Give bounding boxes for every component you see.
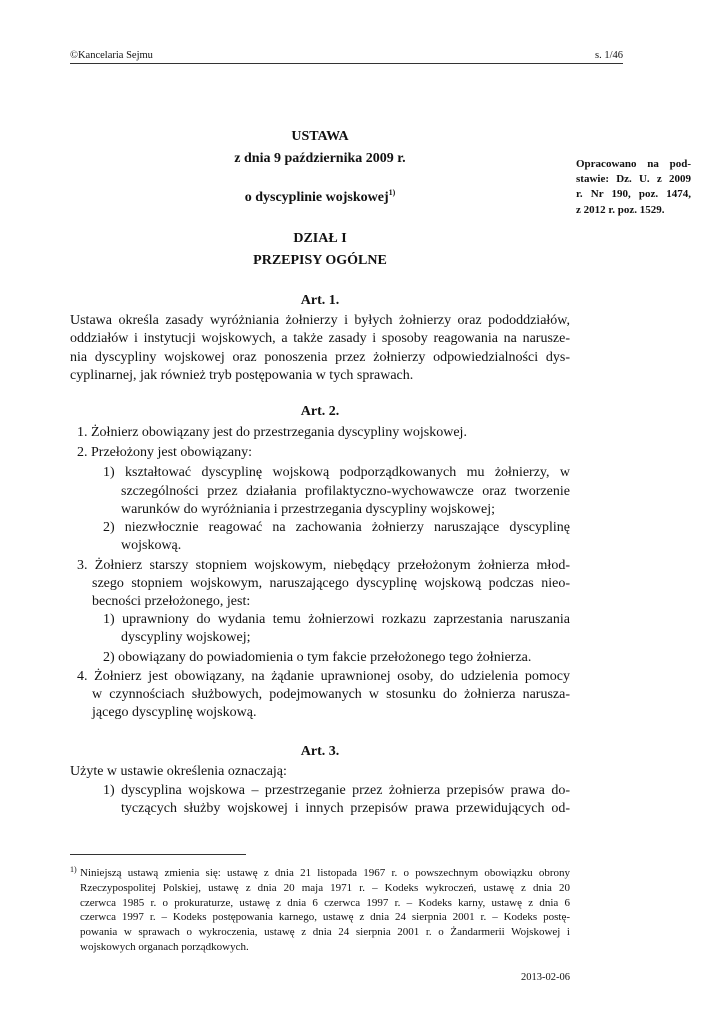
source-note-line: Opracowano na pod- bbox=[576, 158, 691, 170]
art1-body bbox=[70, 312, 570, 385]
art2-para1: 1. Żołnierz obowiązany jest do przestrzegania dyscypliny wojskowej. bbox=[77, 425, 467, 440]
act-title-footnote-ref: 1) bbox=[388, 188, 396, 197]
art1-heading: Art. 1. bbox=[300, 293, 340, 308]
art2-heading: Art. 2. bbox=[300, 404, 340, 419]
text-line: szczególności przez działania profilaktyczno-wychowawcze oraz tworzenie bbox=[121, 484, 570, 499]
text-line: 1) dyscyplina wojskowa – przestrzeganie przez żołnierza przepisów prawa do- bbox=[103, 783, 570, 798]
act-title bbox=[70, 190, 570, 206]
text-line: nia dyscypliny wojskowej oraz ponoszenia przez żołnierzy odpowiedzialności dys- bbox=[70, 349, 570, 365]
art2-para2-point2 bbox=[103, 519, 570, 537]
art2-para3-cont bbox=[92, 575, 570, 612]
text-line: 3. Żołnierz starszy stopniem wojskowym, niebędący przełożonym żołnierza młod- bbox=[77, 558, 570, 573]
footnote-text bbox=[80, 866, 570, 955]
footnote-marker bbox=[70, 865, 77, 880]
art2-para4-cont bbox=[92, 686, 570, 723]
art2-para3-point1 bbox=[103, 611, 570, 629]
art2-para4 bbox=[77, 668, 570, 686]
text-line: oddziałów i instytucji wojskowych, a także zasady i sposoby reagowania na narusze- bbox=[70, 331, 570, 347]
art2-para3 bbox=[77, 557, 570, 575]
act-type: USTAWA bbox=[291, 129, 349, 144]
division-number: DZIAŁ I bbox=[293, 231, 347, 246]
art2-para3-point2: 2) obowiązany do powiadomienia o tym fakcie przełożonego tego żołnierza. bbox=[103, 650, 532, 665]
footnote-number: 1) bbox=[70, 865, 77, 874]
footnote-line: Niniejszą ustawą zmienia się: ustawę z dnia 21 listopada 1967 r. o powszechnym obowiązku obrony bbox=[80, 867, 570, 879]
art3-point1-cont bbox=[121, 800, 570, 818]
footnote-divider bbox=[70, 854, 246, 855]
art3-intro: Użyte w ustawie określenia oznaczają: bbox=[70, 764, 287, 779]
source-note-line: r. Nr 190, poz. 1474, bbox=[576, 188, 691, 201]
act-title-text: o dyscyplinie wojskowej bbox=[244, 190, 389, 205]
footnote-line: Rzeczypospolitej Polskiej, ustawę z dnia 20 maja 1971 r. – Kodeks wykroczeń, ustawę z dnia 20 bbox=[80, 881, 570, 894]
text-line: cyplinarnej, jak również tryb postępowania w tych sprawach. bbox=[70, 367, 414, 383]
header-divider bbox=[70, 63, 623, 64]
header-source: ©Kancelaria Sejmu bbox=[70, 50, 153, 61]
act-date: z dnia 9 października 2009 r. bbox=[234, 151, 406, 166]
text-line: 1) kształtować dyscyplinę wojskową podporządkowanych mu żołnierzy, w bbox=[103, 465, 570, 480]
division-title: PRZEPISY OGÓLNE bbox=[253, 253, 387, 268]
art2-para2: 2. Przełożony jest obowiązany: bbox=[77, 445, 252, 460]
text-line: jącego dyscyplinę wojskową. bbox=[92, 705, 257, 721]
source-note bbox=[576, 157, 691, 218]
source-note-line: stawie: Dz. U. z 2009 bbox=[576, 173, 691, 186]
footnote-line: czerwca 1997 r. – Kodeks postępowania karnego, ustawę z dnia 24 sierpnia 2001 r. – Kodeks postę- bbox=[80, 911, 570, 924]
footnote-line: czerwca 1985 r. o prokuraturze, ustawę z dnia 6 czerwca 1997 r. – Kodeks karny, ustawę z dnia 6 bbox=[80, 896, 570, 909]
art2-para2-point2-cont: wojskową. bbox=[121, 538, 182, 553]
text-line: Ustawa określa zasady wyróżniania żołnierzy i byłych żołnierzy oraz pododdziałów, bbox=[70, 313, 570, 328]
text-line: becności przełożonego, jest: bbox=[92, 594, 251, 610]
text-line: szego stopniem wojskowym, naruszającego dyscyplinę wojskową podczas nieo- bbox=[92, 576, 570, 591]
text-line: 2) niezwłocznie reagować na zachowania żołnierzy naruszające dyscyplinę bbox=[103, 520, 570, 535]
document-date: 2013-02-06 bbox=[521, 972, 570, 983]
footnote-line: wojskowych organach porządkowych. bbox=[80, 940, 249, 953]
art2-para2-point1-cont bbox=[121, 483, 570, 520]
art3-point1 bbox=[103, 782, 570, 800]
text-line: warunków do wyróżniania i przestrzegania dyscypliny wojskowej; bbox=[121, 502, 496, 518]
source-note-line: z 2012 r. poz. 1529. bbox=[576, 203, 665, 216]
text-line: tyczących służby wojskowej i innych przepisów prawa przewidujących od- bbox=[121, 801, 570, 816]
text-line: 4. Żołnierz jest obowiązany, na żądanie uprawnionej osoby, do udzielenia pomocy bbox=[77, 669, 570, 684]
art3-heading: Art. 3. bbox=[300, 744, 340, 759]
page-number: s. 1/46 bbox=[594, 50, 623, 61]
text-line: 1) uprawniony do wydania temu żołnierzowi rozkazu zaprzestania naruszania bbox=[103, 612, 570, 627]
text-line: w czynnościach służbowych, podejmowanych w stosunku do żołnierza narusza- bbox=[92, 687, 570, 702]
footnote-line: powania w sprawach o wykroczenia, ustawę z dnia 24 sierpnia 2001 r. o Żandarmerii Wojskowej i bbox=[80, 926, 570, 939]
art2-para2-point1 bbox=[103, 464, 570, 482]
art2-para3-point1-cont: dyscypliny wojskowej; bbox=[121, 630, 251, 645]
